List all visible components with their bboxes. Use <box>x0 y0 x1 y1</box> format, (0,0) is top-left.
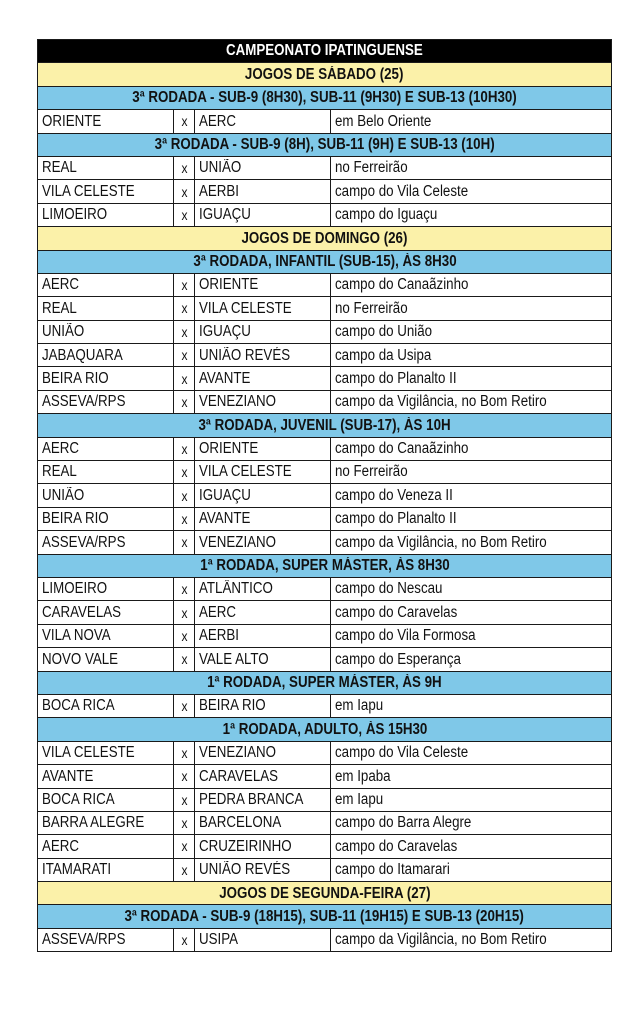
schedule-table-container <box>37 39 611 952</box>
round-header-row <box>38 414 612 437</box>
venue-text: no Ferreirão <box>335 463 408 481</box>
home-team-cell <box>38 156 174 179</box>
home-team-cell <box>38 507 174 530</box>
home-team-text: LIMOEIRO <box>42 580 108 598</box>
versus-text: x <box>180 861 188 878</box>
venue-cell <box>331 648 612 671</box>
round-header-row <box>38 86 612 109</box>
versus-text: x <box>180 394 188 411</box>
round-header-label: 3ª RODADA, JUVENIL (SUB-17), ÀS 10H <box>198 416 451 434</box>
venue-cell <box>331 344 612 367</box>
versus-text: x <box>180 698 188 715</box>
venue-cell <box>331 928 612 951</box>
venue-cell <box>331 297 612 320</box>
round-header-row <box>38 554 612 577</box>
versus-text: x <box>180 627 188 644</box>
versus-text: x <box>180 651 188 668</box>
away-team-text: AERBI <box>199 627 240 645</box>
home-team-cell <box>38 577 174 600</box>
venue-text: campo do Esperança <box>335 650 461 668</box>
versus-cell <box>174 203 195 226</box>
away-team-cell <box>195 203 331 226</box>
home-team-text: REAL <box>42 463 77 481</box>
round-header-label: 3ª RODADA, INFANTIL (SUB-15), ÀS 8H30 <box>192 252 457 270</box>
versus-text: x <box>180 300 188 317</box>
venue-text: campo do Caravelas <box>335 603 458 621</box>
game-row <box>38 624 612 647</box>
versus-text: x <box>180 464 188 481</box>
venue-text: campo do Canaãzinho <box>335 276 469 294</box>
versus-cell <box>174 461 195 484</box>
away-team-cell <box>195 156 331 179</box>
venue-text: campo do Itamarari <box>335 861 450 879</box>
versus-cell <box>174 367 195 390</box>
game-row <box>38 180 612 203</box>
versus-text: x <box>180 581 188 598</box>
venue-text: em Belo Oriente <box>335 112 432 130</box>
home-team-text: JABAQUARA <box>42 346 123 364</box>
venue-cell <box>331 694 612 717</box>
game-row <box>38 203 612 226</box>
home-team-cell <box>38 203 174 226</box>
home-team-text: ASSEVA/RPS <box>42 931 126 949</box>
home-team-text: NOVO VALE <box>42 650 119 668</box>
home-team-text: VILA NOVA <box>42 627 111 645</box>
away-team-text: VALE ALTO <box>199 650 269 668</box>
home-team-cell <box>38 858 174 881</box>
versus-text: x <box>180 323 188 340</box>
versus-text: x <box>180 160 188 177</box>
venue-cell <box>331 507 612 530</box>
home-team-cell <box>38 694 174 717</box>
away-team-text: USIPA <box>199 931 239 949</box>
away-team-cell <box>195 811 331 834</box>
away-team-cell <box>195 835 331 858</box>
versus-cell <box>174 601 195 624</box>
home-team-cell <box>38 461 174 484</box>
away-team-cell <box>195 110 331 133</box>
venue-text: campo da Usipa <box>335 346 432 364</box>
away-team-text: IGUAÇU <box>199 206 251 224</box>
home-team-text: VILA CELESTE <box>42 744 135 762</box>
home-team-cell <box>38 741 174 764</box>
away-team-text: VENEZIANO <box>199 744 277 762</box>
round-header-label: 1ª RODADA, SUPER MÁSTER, ÀS 8H30 <box>199 557 450 575</box>
venue-cell <box>331 765 612 788</box>
venue-text: em Iapu <box>335 697 384 715</box>
home-team-cell <box>38 390 174 413</box>
day-header-label: JOGOS DE DOMINGO (26) <box>241 229 408 247</box>
versus-text: x <box>180 791 188 808</box>
versus-cell <box>174 648 195 671</box>
versus-text: x <box>180 113 188 130</box>
home-team-text: REAL <box>42 159 77 177</box>
venue-cell <box>331 437 612 460</box>
home-team-cell <box>38 297 174 320</box>
round-header-row <box>38 133 612 156</box>
day-header-cell <box>38 227 612 250</box>
home-team-cell <box>38 180 174 203</box>
round-header-cell <box>38 414 612 437</box>
game-row <box>38 320 612 343</box>
home-team-text: AERC <box>42 276 80 294</box>
round-header-row <box>38 905 612 928</box>
versus-text: x <box>180 768 188 785</box>
home-team-cell <box>38 788 174 811</box>
home-team-cell <box>38 273 174 296</box>
round-header-label: 3ª RODADA - SUB-9 (18H15), SUB-11 (19H15) E SUB-13 (20H15) <box>124 907 525 925</box>
home-team-text: UNIÃO <box>42 486 85 504</box>
versus-text: x <box>180 534 188 551</box>
versus-text: x <box>180 604 188 621</box>
venue-text: campo do Vila Celeste <box>335 182 469 200</box>
home-team-cell <box>38 648 174 671</box>
game-row <box>38 484 612 507</box>
home-team-cell <box>38 110 174 133</box>
venue-cell <box>331 811 612 834</box>
home-team-cell <box>38 765 174 788</box>
away-team-text: AVANTE <box>199 510 251 528</box>
home-team-text: LIMOEIRO <box>42 206 108 224</box>
versus-cell <box>174 484 195 507</box>
versus-text: x <box>180 347 188 364</box>
versus-text: x <box>180 487 188 504</box>
venue-cell <box>331 601 612 624</box>
away-team-cell <box>195 531 331 554</box>
away-team-cell <box>195 858 331 881</box>
away-team-text: AERC <box>199 603 237 621</box>
venue-cell <box>331 577 612 600</box>
home-team-text: ASSEVA/RPS <box>42 393 126 411</box>
venue-cell <box>331 273 612 296</box>
venue-text: campo do Vila Celeste <box>335 744 469 762</box>
away-team-text: UNIÃO REVÉS <box>199 861 291 879</box>
game-row <box>38 507 612 530</box>
game-row <box>38 648 612 671</box>
venue-cell <box>331 461 612 484</box>
game-row <box>38 110 612 133</box>
home-team-cell <box>38 624 174 647</box>
venue-text: campo do Caravelas <box>335 837 458 855</box>
versus-cell <box>174 344 195 367</box>
venue-text: campo do União <box>335 323 433 341</box>
away-team-cell <box>195 765 331 788</box>
home-team-cell <box>38 601 174 624</box>
away-team-text: UNIÃO <box>199 159 242 177</box>
away-team-text: ORIENTE <box>199 440 259 458</box>
versus-cell <box>174 273 195 296</box>
versus-text: x <box>180 815 188 832</box>
away-team-cell <box>195 390 331 413</box>
home-team-cell <box>38 811 174 834</box>
away-team-text: IGUAÇU <box>199 323 251 341</box>
versus-text: x <box>180 206 188 223</box>
venue-text: campo do Planalto II <box>335 510 457 528</box>
versus-cell <box>174 624 195 647</box>
away-team-text: AERC <box>199 112 237 130</box>
versus-text: x <box>180 277 188 294</box>
versus-text: x <box>180 511 188 527</box>
away-team-cell <box>195 273 331 296</box>
venue-text: em Ipaba <box>335 767 391 785</box>
away-team-cell <box>195 624 331 647</box>
versus-cell <box>174 928 195 951</box>
away-team-cell <box>195 741 331 764</box>
day-header-row <box>38 882 612 905</box>
game-row <box>38 531 612 554</box>
away-team-text: ORIENTE <box>199 276 259 294</box>
venue-cell <box>331 741 612 764</box>
versus-text: x <box>180 932 188 949</box>
venue-cell <box>331 858 612 881</box>
venue-cell <box>331 624 612 647</box>
game-row <box>38 928 612 951</box>
venue-text: no Ferreirão <box>335 299 408 317</box>
day-header-row <box>38 227 612 250</box>
versus-text: x <box>180 370 188 387</box>
round-header-row <box>38 718 612 741</box>
round-header-cell <box>38 718 612 741</box>
home-team-text: ITAMARATI <box>42 861 112 879</box>
away-team-cell <box>195 461 331 484</box>
away-team-cell <box>195 297 331 320</box>
venue-text: campo do Veneza II <box>335 486 453 504</box>
home-team-text: BARRA ALEGRE <box>42 814 145 832</box>
away-team-text: CRUZEIRINHO <box>199 837 292 855</box>
day-header-cell <box>38 882 612 905</box>
versus-cell <box>174 741 195 764</box>
away-team-cell <box>195 928 331 951</box>
game-row <box>38 601 612 624</box>
away-team-text: AERBI <box>199 182 240 200</box>
home-team-text: AERC <box>42 837 80 855</box>
schedule-body <box>38 40 612 952</box>
away-team-cell <box>195 507 331 530</box>
home-team-text: AVANTE <box>42 767 94 785</box>
away-team-text: BEIRA RIO <box>199 697 266 715</box>
game-row <box>38 461 612 484</box>
versus-text: x <box>180 183 188 200</box>
game-row <box>38 858 612 881</box>
round-header-cell <box>38 554 612 577</box>
round-header-cell <box>38 905 612 928</box>
home-team-text: CARAVELAS <box>42 603 122 621</box>
home-team-text: VILA CELESTE <box>42 182 135 200</box>
venue-cell <box>331 156 612 179</box>
away-team-text: UNIÃO REVÉS <box>199 346 291 364</box>
home-team-cell <box>38 531 174 554</box>
title-row <box>38 40 612 63</box>
away-team-cell <box>195 648 331 671</box>
page-title: CAMPEONATO IPATINGUENSE <box>226 42 423 60</box>
game-row <box>38 297 612 320</box>
versus-cell <box>174 531 195 554</box>
away-team-cell <box>195 577 331 600</box>
venue-text: campo do Planalto II <box>335 369 457 387</box>
away-team-text: IGUAÇU <box>199 486 251 504</box>
versus-cell <box>174 577 195 600</box>
versus-cell <box>174 437 195 460</box>
venue-cell <box>331 320 612 343</box>
versus-cell <box>174 507 195 530</box>
venue-text: campo da Vigilância, no Bom Retiro <box>335 533 547 551</box>
round-header-row <box>38 671 612 694</box>
venue-text: campo do Canaãzinho <box>335 440 469 458</box>
round-header-cell <box>38 133 612 156</box>
round-header-label: 1ª RODADA, ADULTO, ÀS 15H30 <box>222 720 427 738</box>
day-header-cell <box>38 63 612 86</box>
game-row <box>38 156 612 179</box>
away-team-cell <box>195 788 331 811</box>
round-header-row <box>38 250 612 273</box>
away-team-cell <box>195 367 331 390</box>
venue-cell <box>331 788 612 811</box>
versus-text: x <box>180 744 188 761</box>
venue-text: em Iapu <box>335 790 384 808</box>
home-team-cell <box>38 835 174 858</box>
home-team-cell <box>38 320 174 343</box>
venue-text: campo do Iguaçu <box>335 206 438 224</box>
away-team-text: VILA CELESTE <box>199 463 292 481</box>
versus-cell <box>174 765 195 788</box>
home-team-text: UNIÃO <box>42 323 85 341</box>
away-team-cell <box>195 320 331 343</box>
away-team-text: VENEZIANO <box>199 533 277 551</box>
versus-cell <box>174 694 195 717</box>
venue-cell <box>331 367 612 390</box>
away-team-cell <box>195 437 331 460</box>
venue-cell <box>331 390 612 413</box>
versus-cell <box>174 156 195 179</box>
game-row <box>38 273 612 296</box>
away-team-cell <box>195 694 331 717</box>
round-header-cell <box>38 86 612 109</box>
round-header-label: 3ª RODADA - SUB-9 (8H), SUB-11 (9H) E SUB-13 (10H) <box>154 136 495 153</box>
venue-cell <box>331 531 612 554</box>
venue-text: campo do Vila Formosa <box>335 627 476 645</box>
game-row <box>38 367 612 390</box>
game-row <box>38 694 612 717</box>
home-team-text: REAL <box>42 299 77 317</box>
home-team-cell <box>38 928 174 951</box>
schedule-table <box>37 39 612 952</box>
home-team-cell <box>38 437 174 460</box>
game-row <box>38 577 612 600</box>
round-header-cell <box>38 250 612 273</box>
game-row <box>38 835 612 858</box>
home-team-text: BOCA RICA <box>42 697 115 715</box>
away-team-text: AVANTE <box>199 369 251 387</box>
away-team-text: PEDRA BRANCA <box>199 790 304 808</box>
versus-cell <box>174 180 195 203</box>
versus-cell <box>174 835 195 858</box>
venue-cell <box>331 835 612 858</box>
venue-text: campo do Nescau <box>335 580 443 598</box>
game-row <box>38 437 612 460</box>
home-team-text: ORIENTE <box>42 112 102 130</box>
versus-cell <box>174 811 195 834</box>
venue-cell <box>331 110 612 133</box>
away-team-text: CARAVELAS <box>199 767 279 785</box>
versus-cell <box>174 858 195 881</box>
away-team-text: VENEZIANO <box>199 393 277 411</box>
home-team-text: BEIRA RIO <box>42 510 109 528</box>
home-team-text: BOCA RICA <box>42 790 115 808</box>
venue-text: campo do Barra Alegre <box>335 814 472 832</box>
away-team-cell <box>195 344 331 367</box>
day-header-row <box>38 63 612 86</box>
day-header-label: JOGOS DE SEGUNDA-FEIRA (27) <box>218 884 431 902</box>
venue-text: no Ferreirão <box>335 159 408 177</box>
home-team-cell <box>38 367 174 390</box>
versus-text: x <box>180 440 188 457</box>
away-team-text: ATLÂNTICO <box>199 580 273 598</box>
versus-text: x <box>180 838 188 855</box>
home-team-text: BEIRA RIO <box>42 369 109 387</box>
versus-cell <box>174 297 195 320</box>
home-team-text: AERC <box>42 440 80 458</box>
venue-cell <box>331 484 612 507</box>
round-header-label: 3ª RODADA - SUB-9 (8H30), SUB-11 (9H30) E SUB-13 (10H30) <box>132 89 517 107</box>
venue-cell <box>331 203 612 226</box>
venue-text: campo da Vigilância, no Bom Retiro <box>335 931 547 949</box>
title-cell <box>38 40 612 63</box>
versus-cell <box>174 110 195 133</box>
away-team-cell <box>195 601 331 624</box>
round-header-label: 1ª RODADA, SUPER MÁSTER, ÀS 9H <box>207 673 442 691</box>
versus-cell <box>174 320 195 343</box>
game-row <box>38 741 612 764</box>
venue-cell <box>331 180 612 203</box>
venue-text: campo da Vigilância, no Bom Retiro <box>335 393 547 411</box>
game-row <box>38 344 612 367</box>
away-team-cell <box>195 484 331 507</box>
round-header-cell <box>38 671 612 694</box>
away-team-text: BARCELONA <box>199 814 282 832</box>
away-team-cell <box>195 180 331 203</box>
versus-cell <box>174 390 195 413</box>
home-team-cell <box>38 484 174 507</box>
versus-cell <box>174 788 195 811</box>
day-header-label: JOGOS DE SÁBADO (25) <box>245 65 404 83</box>
home-team-text: ASSEVA/RPS <box>42 533 126 551</box>
game-row <box>38 811 612 834</box>
away-team-text: VILA CELESTE <box>199 299 292 317</box>
game-row <box>38 390 612 413</box>
game-row <box>38 765 612 788</box>
game-row <box>38 788 612 811</box>
home-team-cell <box>38 344 174 367</box>
